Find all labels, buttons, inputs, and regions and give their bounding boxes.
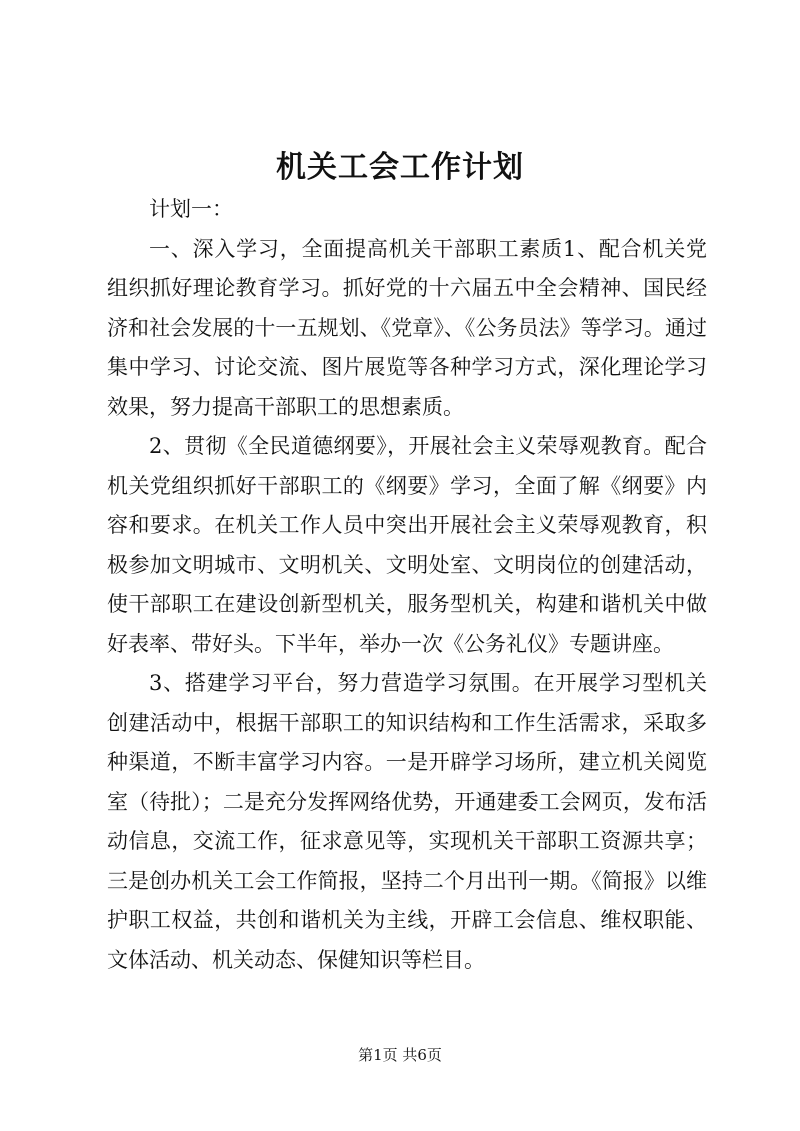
paragraph-2: 2、贯彻《全民道德纲要》，开展社会主义荣辱观教育。配合机关党组织抓好干部职工的《纲要》学习，全面了解《纲要》内容和要求。在机关工作人员中突出开展社会主义荣辱观教育，积极参加文明城市、文明机关、文明处室、文明岗位的创建活动，使干部职工在建设创新型机关，服务型机关，构建和谐机关中做好表率、带好头。下半年，举办一次《公务礼仪》专题讲座。	[107, 434, 707, 656]
paragraph-1: 一、深入学习，全面提高机关干部职工素质1、配合机关党组织抓好理论教育学习。抓好党的十六届五中全会精神、国民经济和社会发展的十一五规划、《党章》、《公务员法》等学习。通过集中学习、讨论交流、图片展览等各种学习方式，深化理论学习效果，努力提高干部职工的思想素质。	[107, 236, 707, 419]
paragraph-3: 3、搭建学习平台，努力营造学习氛围。在开展学习型机关创建活动中，根据干部职工的知识结构和工作生活需求，采取多种渠道，不断丰富学习内容。一是开辟学习场所，建立机关阅览室（待批）；二是充分发挥网络优势，开通建委工会网页，发布活动信息，交流工作，征求意见等，实现机关干部职工资源共享；三是创办机关工会工作简报，坚持二个月出刊一期。《简报》以维护职工权益，共创和谐机关为主线，开辟工会信息、维权职能、文体活动、机关动态、保健知识等栏目。	[107, 671, 707, 972]
section-label: 计划一：	[149, 197, 233, 221]
document-body	[107, 190, 707, 980]
page-number-footer: 第1页 共6页	[358, 1046, 442, 1064]
document-title: 机关工会工作计划	[276, 150, 524, 185]
